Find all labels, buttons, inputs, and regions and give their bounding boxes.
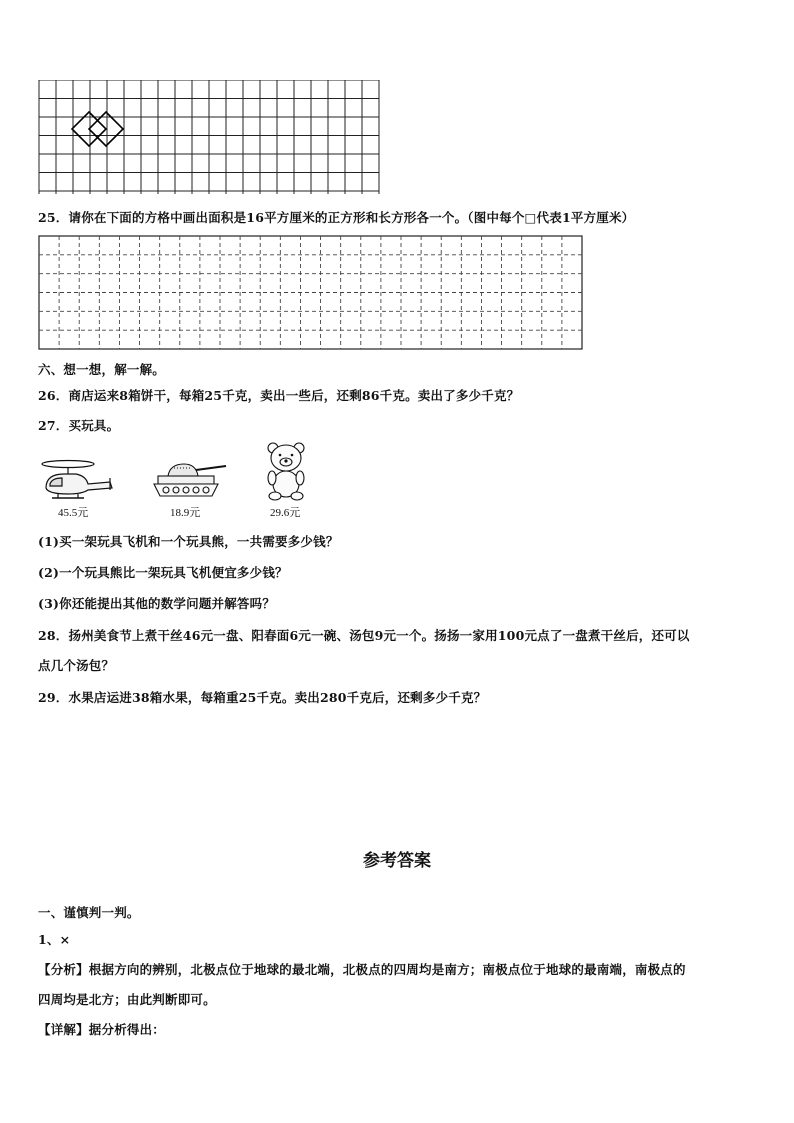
teddy-bear-price: 29.6元 bbox=[270, 507, 301, 519]
question-28-line2: 点几个汤包？ bbox=[38, 658, 115, 673]
question-27-sub1: (1)买一架玩具飞机和一个玩具熊，一共需要多少钱？ bbox=[38, 534, 339, 549]
dashed-grid[interactable] bbox=[38, 235, 584, 351]
analysis-line-1: 【分析】根据方向的辨别，北极点位于地球的最北端，北极点的四周均是南方；南极点位于地球的最南端，南极点的 bbox=[38, 962, 686, 977]
answer-item-1: 1、× bbox=[38, 932, 71, 947]
question-29: 29．水果店运进38箱水果，每箱重25千克。卖出280千克后，还剩多少千克？ bbox=[38, 690, 487, 705]
answers-section-1: 一、谨慎判一判。 bbox=[38, 905, 140, 920]
question-27-sub3: (3)你还能提出其他的数学问题并解答吗？ bbox=[38, 596, 276, 611]
section-6-heading: 六、想一想，解一解。 bbox=[38, 362, 166, 377]
tank-price: 18.9元 bbox=[170, 507, 201, 519]
solid-grid-figure bbox=[38, 80, 388, 198]
question-28-line1: 28．扬州美食节上煮干丝46元一盘、阳春面6元一碗、汤包9元一个。扬扬一家用100元点了一盘煮干丝后，还可以 bbox=[38, 628, 690, 643]
question-25: 25．请你在下面的方格中画出面积是16平方厘米的正方形和长方形各一个。（图中每个□代表1平方厘米） bbox=[38, 210, 635, 225]
helicopter-icon bbox=[36, 458, 116, 502]
helicopter-price: 45.5元 bbox=[58, 507, 89, 519]
answers-title: 参考答案 bbox=[363, 851, 431, 871]
teddy-bear-icon bbox=[262, 440, 312, 502]
question-27-sub2: (2)一个玩具熊比一架玩具飞机便宜多少钱？ bbox=[38, 565, 288, 580]
tank-icon bbox=[150, 460, 230, 500]
question-26: 26．商店运来8箱饼干，每箱25千克，卖出一些后，还剩86千克。卖出了多少千克？ bbox=[38, 388, 520, 403]
detail-line: 【详解】据分析得出： bbox=[38, 1022, 166, 1037]
analysis-line-2: 四周均是北方；由此判断即可。 bbox=[38, 992, 216, 1007]
question-27: 27．买玩具。 bbox=[38, 418, 120, 433]
